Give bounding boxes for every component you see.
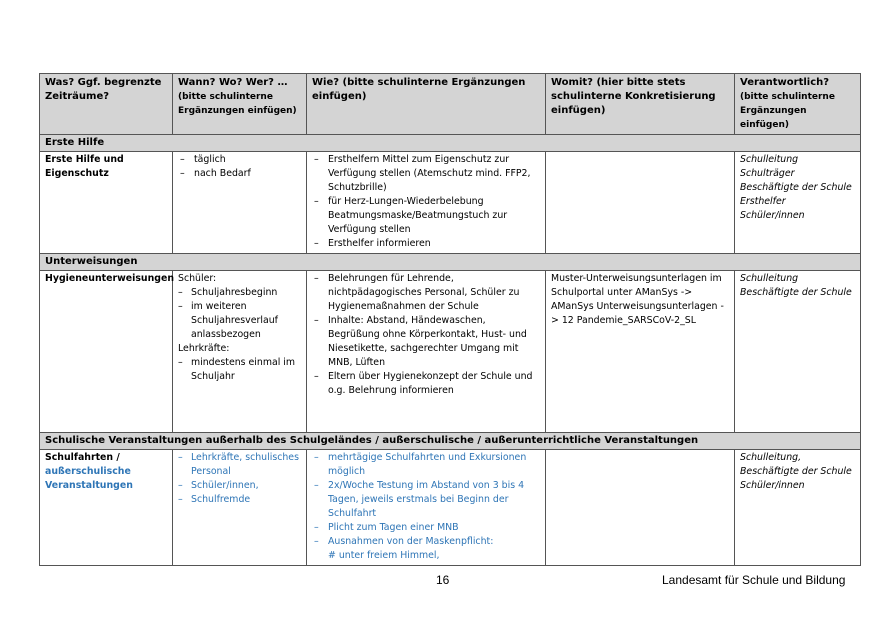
header-when-main: Wann? Wo? Wer? …: [178, 77, 288, 88]
list-item: – 2x/Woche Testung im Abstand von 3 bis 4 Tagen, jeweils erstmals bei Beginn der Schulfahrt: [312, 479, 540, 521]
section-row-veranstaltungen: [40, 433, 861, 450]
teachers-label: Lehrkräfte:: [178, 343, 230, 354]
section-row-unterweisungen: [40, 254, 861, 271]
when-list: [178, 153, 301, 181]
table-row: [40, 271, 861, 433]
cell-when: [173, 450, 307, 566]
cell-what: [40, 450, 173, 566]
header-when-sub: (bitte schulinterne Ergänzungen einfügen): [178, 92, 297, 116]
section-title: Erste Hilfe: [40, 135, 861, 152]
header-how: Wie? (bitte schulinterne Ergänzungen einfügen): [307, 74, 546, 135]
cell-when: [173, 271, 307, 433]
when-students-list: [178, 286, 301, 342]
cell-with: Muster-Unterweisungsunterlagen im Schulportal unter AManSys -> AManSys Unterweisungsunterlagen -> 12 Pandemie_SARSCoV-2_SL: [546, 271, 735, 433]
responsible-item: Schüler/innen: [740, 210, 805, 221]
responsible-item: Schulleitung: [740, 154, 799, 165]
what-line-2: außerschulische Veranstaltungen: [45, 466, 133, 491]
list-item: – Lehrkräfte, schulisches Personal: [178, 451, 301, 479]
header-with: Womit? (hier bitte stets schulinterne Konkretisierung einfügen): [546, 74, 735, 135]
list-item: – Schuljahresbeginn: [178, 286, 301, 300]
section-title: Schulische Veranstaltungen außerhalb des Schulgeländes / außerschulische / außerunterrichtliche Veranstaltungen: [40, 433, 861, 450]
table-row: [40, 152, 861, 254]
cell-what: Hygieneunterweisungen: [40, 271, 173, 433]
how-list: [312, 153, 540, 251]
cell-responsible: [735, 271, 861, 433]
list-item: – Ersthelfer informieren: [312, 237, 540, 251]
list-item: – Schulfremde: [178, 493, 301, 507]
responsible-item: Schüler/innen: [740, 480, 805, 491]
header-when: [173, 74, 307, 135]
list-item: – Eltern über Hygienekonzept der Schule und o.g. Belehrung informieren: [312, 370, 540, 398]
cell-responsible: [735, 450, 861, 566]
section-row-erste-hilfe: [40, 135, 861, 152]
list-item: – Plicht zum Tagen einer MNB: [312, 521, 540, 535]
how-list: [312, 451, 540, 549]
header-what: Was? Ggf. begrenzte Zeiträume?: [40, 74, 173, 135]
how-extra: # unter freiem Himmel,: [328, 550, 440, 561]
section-title: Unterweisungen: [40, 254, 861, 271]
cell-with: [546, 152, 735, 254]
responsible-item: Ersthelfer: [740, 196, 786, 207]
cell-how: [307, 271, 546, 433]
list-item: – Belehrungen für Lehrende, nichtpädagogisches Personal, Schüler zu Hygienemaßnahmen der Schule: [312, 272, 540, 314]
list-item: – Ersthelfern Mittel zum Eigenschutz zur Verfügung stellen (Atemschutz mind. FFP2, Schutzbrille): [312, 153, 540, 195]
responsible-item: Schulleitung,: [740, 452, 802, 463]
cell-how: [307, 450, 546, 566]
list-item: – nach Bedarf: [178, 167, 301, 181]
when-list: [178, 451, 301, 507]
responsible-item: Beschäftigte der Schule: [740, 287, 852, 298]
list-item: – im weiteren Schuljahresverlauf anlassbezogen: [178, 300, 301, 342]
footer-institution: Landesamt für Schule und Bildung: [662, 573, 846, 587]
list-item: – mehrtägige Schulfahrten und Exkursionen möglich: [312, 451, 540, 479]
page-number: 16: [436, 573, 450, 587]
list-item: – für Herz-Lungen-Wiederbelebung Beatmungsmaske/Beatmungstuch zur Verfügung stellen: [312, 195, 540, 237]
responsible-item: Beschäftigte der Schule: [740, 182, 852, 193]
cell-with: [546, 450, 735, 566]
cell-responsible: [735, 152, 861, 254]
cell-when: [173, 152, 307, 254]
list-item: – Ausnahmen von der Maskenpflicht:: [312, 535, 540, 549]
header-responsible-main: Verantwortlich?: [740, 77, 830, 88]
responsible-item: Schulleitung: [740, 273, 799, 284]
hygiene-plan-table: [39, 73, 861, 566]
cell-what: Erste Hilfe und Eigenschutz: [40, 152, 173, 254]
what-line-1: Schulfahrten /: [45, 452, 120, 463]
header-responsible: [735, 74, 861, 135]
table-row: [40, 450, 861, 566]
list-item: – Schüler/innen,: [178, 479, 301, 493]
table-header-row: [40, 74, 861, 135]
when-teachers-list: [178, 356, 301, 384]
responsible-item: Beschäftigte der Schule: [740, 466, 852, 477]
list-item: – mindestens einmal im Schuljahr: [178, 356, 301, 384]
how-list: [312, 272, 540, 398]
list-item: – Inhalte: Abstand, Händewaschen, Begrüßung ohne Körperkontakt, Hust- und Niesetikette, sachgerechter Umgang mit MNB, Lüften: [312, 314, 540, 370]
list-item: – täglich: [178, 153, 301, 167]
responsible-item: Schulträger: [740, 168, 795, 179]
students-label: Schüler:: [178, 273, 217, 284]
cell-how: [307, 152, 546, 254]
header-responsible-sub: (bitte schulinterne Ergänzungen einfügen): [740, 92, 835, 130]
